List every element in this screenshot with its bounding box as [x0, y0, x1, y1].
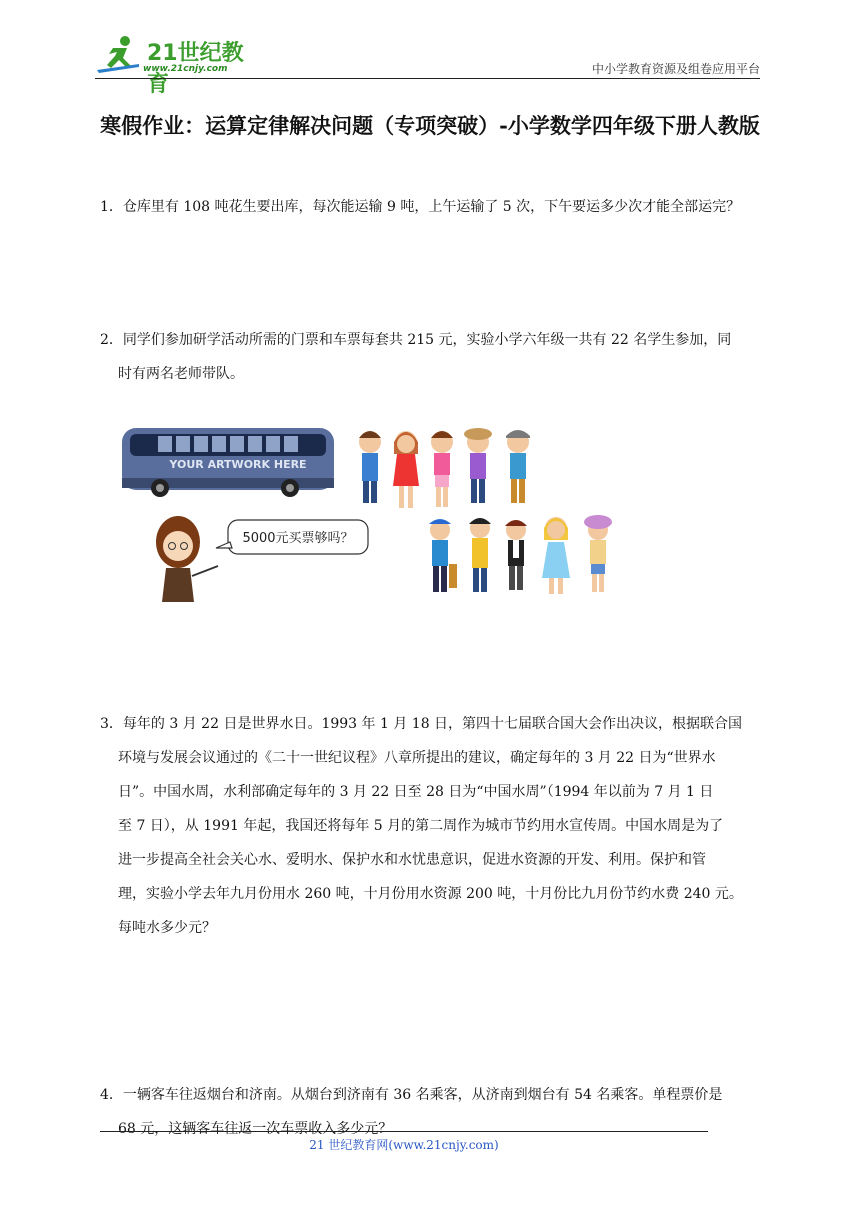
footer-link[interactable]: 21 世纪教育网(www.21cnjy.com) [309, 1138, 499, 1152]
question-text: 一辆客车往返烟台和济南。从烟台到济南有 36 名乘客，从济南到烟台有 54 名乘客。单程票价是 [122, 1087, 723, 1103]
speech-bubble-text: 5000元买票够吗？ [242, 531, 354, 546]
question-text: 每吨水多少元？ [118, 920, 216, 936]
children-bottom-row-icon [429, 515, 612, 594]
logo-url: www.21cnjy.com [143, 64, 228, 74]
question-3 [100, 707, 762, 945]
bus-icon [122, 428, 334, 497]
question-text: 68 元，这辆客车往返一次车票收入多少元？ [118, 1121, 393, 1137]
header-divider [95, 78, 760, 79]
page-header [95, 30, 760, 97]
question-text: 日”。中国水周，水利部确定每年的 3 月 22 日至 28 日为“中国水周”（1994 年以前为 7 月 1 日 [118, 784, 714, 800]
question-2 [100, 323, 762, 391]
question-text: 理，实验小学去年九月份用水 260 吨，十月份用水资源 200 吨，十月份比九月份节约水费 240 元。 [118, 886, 743, 902]
speech-bubble [216, 520, 368, 554]
question-number: 2． [100, 332, 123, 348]
question-text: 环境与发展会议通过的《二十一世纪议程》八章所提出的建议，确定每年的 3 月 22 日为“世界水 [118, 750, 716, 766]
question-text: 时有两名老师带队。 [118, 366, 244, 382]
question-text: 每年的 3 月 22 日是世界水日。1993 年 1 月 18 日，第四十七届联合国大会作出决议，根据联合国 [122, 716, 743, 732]
teacher-icon [156, 516, 218, 602]
bus-artwork-text: YOUR ARTWORK HERE [169, 458, 307, 471]
runner-icon [95, 34, 145, 74]
question-number: 1． [100, 199, 123, 215]
page-title: 寒假作业：运算定律解决问题（专项突破）-小学数学四年级下册人教版 [100, 113, 760, 138]
question-2-illustration [118, 420, 628, 605]
site-logo[interactable] [95, 34, 265, 97]
question-number: 4． [100, 1087, 123, 1103]
question-number: 3． [100, 716, 123, 732]
logo-text: 21世纪教育 [147, 41, 244, 97]
question-text: 仓库里有 108 吨花生要出库，每次能运输 9 吨，上午运输了 5 次，下午要运多少次才能全部运完？ [122, 199, 741, 215]
footer-divider [100, 1131, 708, 1132]
bus-and-children-illustration [118, 420, 628, 605]
question-text: 进一步提高全社会关心水、爱明水、保护水和水忧患意识，促进水资源的开发、利用。保护和管 [118, 852, 706, 868]
children-top-row-icon [359, 428, 530, 508]
platform-name: 中小学教育资源及组卷应用平台 [591, 62, 760, 76]
question-text: 至 7 日），从 1991 年起，我国还将每年 5 月的第二周作为城市节约用水宣传周。中国水周是为了 [118, 818, 724, 834]
question-text: 同学们参加研学活动所需的门票和车票每套共 215 元，实验小学六年级一共有 22 名学生参加，同 [122, 332, 732, 348]
question-1 [100, 190, 762, 224]
